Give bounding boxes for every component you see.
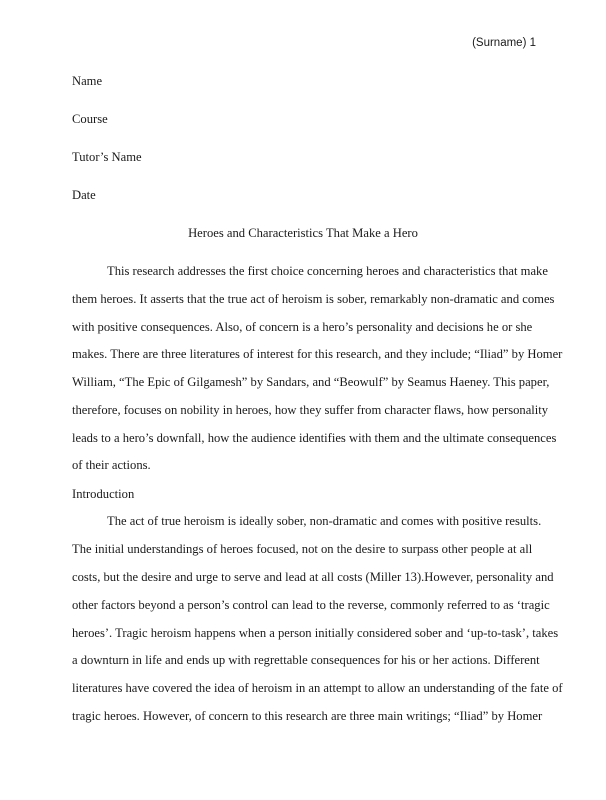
tutor-name: Tutor’s Name [72, 150, 142, 164]
text-line: tragic heroes. However, of concern to this research are three main writings; “Iliad” by Homer [72, 709, 543, 723]
text-line: This research addresses the first choice concerning heroes and characteristics that make [107, 264, 548, 278]
text-line: a downturn in life and ends up with regrettable consequences for his or her actions. Different [72, 653, 540, 667]
text-line: heroes’. Tragic heroism happens when a person initially considered sober and ‘up-to-task’, takes [72, 626, 559, 640]
text-line: The initial understandings of heroes focused, not on the desire to surpass other people at all [72, 542, 533, 556]
text-line: costs, but the desire and urge to serve and lead at all costs (Miller 13).However, personality and [72, 570, 554, 584]
text-line: makes. There are three literatures of interest for this research, and they include; “Iliad” by Homer [72, 347, 563, 361]
section-heading-introduction: Introduction [72, 487, 135, 501]
text-line: therefore, focuses on nobility in heroes, how they suffer from character flaws, how personality [72, 403, 549, 417]
text-line: William, “The Epic of Gilgamesh” by Sandars, and “Beowulf” by Seamus Haeney. This paper, [72, 375, 550, 389]
student-name: Name [72, 74, 103, 88]
text-line: with positive consequences. Also, of concern is a hero’s personality and decisions he or she [72, 320, 533, 334]
text-line: of their actions. [72, 458, 151, 472]
text-line: leads to a hero’s downfall, how the audience identifies with them and the ultimate consequences [72, 431, 557, 445]
text-line: literatures have covered the idea of heroism in an attempt to allow an understanding of the fate of [72, 681, 563, 695]
text-line: The act of true heroism is ideally sober, non-dramatic and comes with positive results. [107, 514, 542, 528]
running-head: (Surname) 1 [472, 37, 536, 49]
text-line: them heroes. It asserts that the true act of heroism is sober, remarkably non-dramatic and comes [72, 292, 555, 306]
submission-date: Date [72, 188, 96, 202]
paper-title: Heroes and Characteristics That Make a Hero [188, 226, 418, 240]
text-line: other factors beyond a person’s control can lead to the reverse, commonly referred to as ‘tragic [72, 598, 550, 612]
course-name: Course [72, 112, 108, 126]
